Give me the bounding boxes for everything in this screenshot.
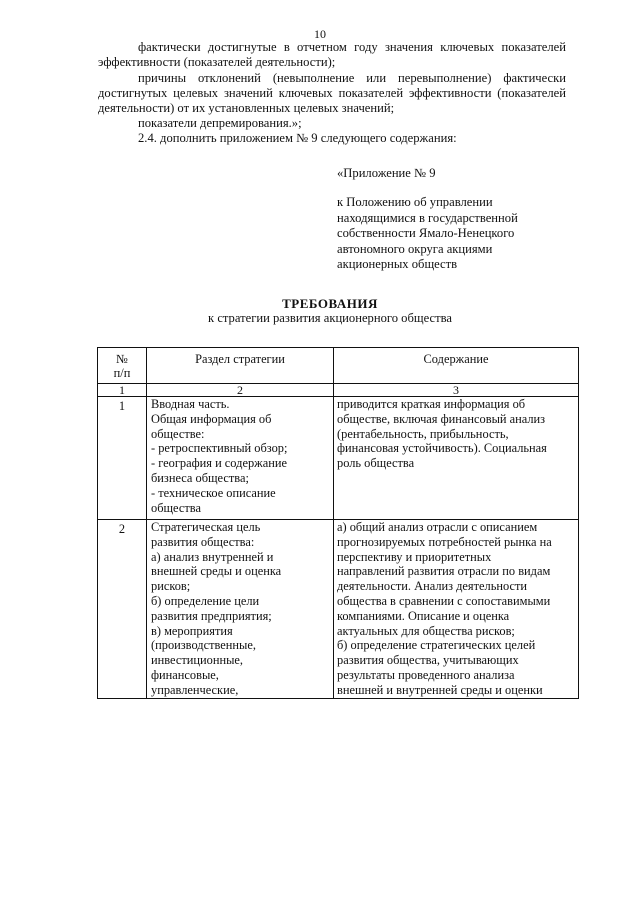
- section-line: а) анализ внутренней и: [151, 549, 274, 564]
- section-line: б) определение цели: [151, 593, 260, 608]
- annex-basis-line: автономного округа акциями: [337, 241, 493, 256]
- annex-basis-line: находящимися в государственной: [337, 210, 518, 225]
- row-num: 2: [98, 520, 147, 699]
- requirements-subtitle: к стратегии развития акционерного общества: [208, 311, 452, 325]
- content-line: компаниями. Описание и оценка: [337, 608, 510, 623]
- row-num: 1: [98, 397, 147, 520]
- content-line: прогнозируемых потребностей рынка на: [337, 534, 552, 549]
- table-row: [98, 397, 579, 520]
- row-content: [334, 520, 579, 699]
- content-line: результаты проведенного анализа: [337, 667, 515, 682]
- annex-basis-line: акционерных обществ: [337, 257, 458, 271]
- intro-paragraph: 2.4. дополнить приложением № 9 следующего содержания:: [138, 131, 457, 145]
- table-header-row: [98, 348, 579, 384]
- intro-paragraph: причины отклонений (невыполнение или перевыполнение) фактически достигнутых целевых значений ключевых показателей эффективности (показателей деятельности) от их установленных целевых значений;: [98, 71, 566, 115]
- intro-text: [98, 40, 566, 146]
- requirements-title: ТРЕБОВАНИЯ: [282, 296, 378, 311]
- content-line: актуальных для общества рисков;: [337, 623, 515, 638]
- content-line: финансовая устойчивость). Социальная: [337, 441, 547, 456]
- section-line: рисков;: [151, 579, 191, 594]
- annex-title: «Приложение № 9: [337, 166, 436, 180]
- header-num-line: п/п: [113, 366, 131, 380]
- section-line: общества: [151, 500, 201, 515]
- section-line: управленческие,: [151, 682, 239, 697]
- section-line: развития общества:: [151, 534, 255, 549]
- content-line: (рентабельность, прибыльность,: [337, 426, 509, 441]
- index-cell: 2: [147, 384, 334, 397]
- content-line: внешней и внутренней среды и оценки: [337, 682, 543, 697]
- section-line: Общая информация об: [151, 411, 272, 426]
- index-cell: 1: [98, 384, 147, 397]
- annex-basis-line: собственности Ямало-Ненецкого: [337, 226, 515, 240]
- section-line: внешней среды и оценка: [151, 564, 282, 579]
- header-section: Раздел стратегии: [147, 348, 334, 384]
- section-line: - ретроспективный обзор;: [151, 441, 288, 456]
- section-line: Стратегическая цель: [151, 520, 261, 534]
- row-content: [334, 397, 579, 520]
- content-line: развития общества, учитывающих: [337, 653, 519, 668]
- table-index-row: [98, 384, 579, 397]
- section-line: инвестиционные,: [151, 653, 244, 668]
- content-line: б) определение стратегических целей: [337, 638, 536, 653]
- table-row: [98, 520, 579, 699]
- row-section: [147, 520, 334, 699]
- content-line: перспективу и приоритетных: [337, 549, 492, 564]
- section-line: в) мероприятия: [151, 623, 233, 638]
- section-line: - техническое описание: [151, 485, 276, 500]
- requirements-table: [97, 347, 579, 699]
- annex-basis: [337, 195, 567, 273]
- section-line: (производственные,: [151, 638, 256, 653]
- section-line: развития предприятия;: [151, 608, 272, 623]
- content-line: роль общества: [337, 456, 415, 471]
- header-content: Содержание: [334, 348, 579, 384]
- content-line: приводится краткая информация об: [337, 397, 526, 411]
- section-line: бизнеса общества;: [151, 470, 249, 485]
- index-cell: 3: [334, 384, 579, 397]
- section-line: Вводная часть.: [151, 397, 230, 411]
- section-line: обществе:: [151, 426, 205, 441]
- section-line: финансовые,: [151, 667, 219, 682]
- section-line: - география и содержание: [151, 456, 287, 471]
- annex-basis-line: к Положению об управлении: [337, 195, 493, 209]
- content-line: деятельности. Анализ деятельности: [337, 579, 528, 594]
- content-line: общества в сравнении с сопоставимыми: [337, 593, 551, 608]
- header-num-line: №: [116, 352, 128, 366]
- page-number: 10: [314, 27, 326, 41]
- intro-paragraph: фактически достигнутые в отчетном году значения ключевых показателей эффективности (показателей деятельности);: [98, 40, 566, 69]
- intro-paragraph: показатели депремирования.»;: [138, 116, 302, 130]
- content-line: обществе, включая финансовый анализ: [337, 411, 546, 426]
- content-line: направлений развития отрасли по видам: [337, 564, 551, 579]
- row-section: [147, 397, 334, 520]
- content-line: а) общий анализ отрасли с описанием: [337, 520, 538, 534]
- header-num: [98, 348, 147, 384]
